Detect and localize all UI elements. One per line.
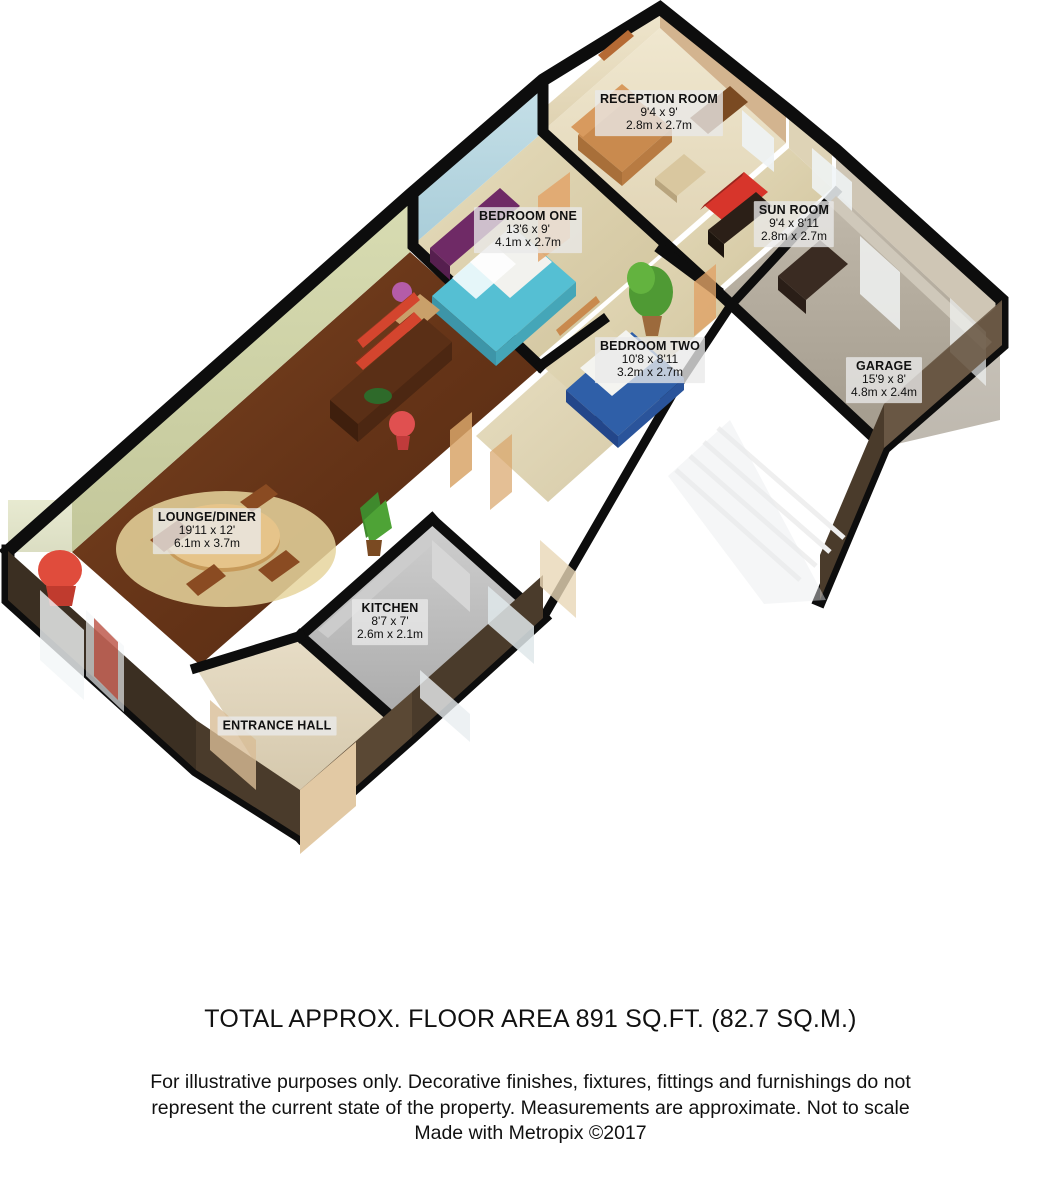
floor-plan-footer [0, 960, 1061, 1147]
room-imperial-dims: 9'4 x 8'11 [769, 216, 819, 231]
room-name: BEDROOM TWO [599, 339, 701, 354]
room-name: ENTRANCE HALL [222, 718, 332, 733]
disclaimer-line-2: represent the current state of the property. Measurements are approximate. Not to scale [151, 1096, 910, 1119]
room-name: BEDROOM ONE [478, 209, 578, 224]
room-metric-dims: 2.6m x 2.1m [356, 627, 424, 642]
room-name: RECEPTION ROOM [599, 92, 719, 107]
room-metric-dims: 6.1m x 3.7m [173, 536, 241, 551]
room-metric-dims: 2.8m x 2.7m [625, 118, 693, 133]
disclaimer-line-1: For illustrative purposes only. Decorative finishes, fixtures, fittings and furnishings do not [150, 1071, 911, 1093]
room-metric-dims: 2.8m x 2.7m [760, 229, 828, 244]
room-name: LOUNGE/DINER [157, 510, 257, 525]
room-imperial-dims: 13'6 x 9' [506, 222, 550, 237]
room-name: SUN ROOM [758, 203, 830, 218]
room-imperial-dims: 19'11 x 12' [178, 523, 236, 538]
room-imperial-dims: 9'4 x 9' [640, 105, 678, 120]
credit-line: Made with Metropix ©2017 [414, 1122, 647, 1145]
room-imperial-dims: 8'7 x 7' [371, 614, 409, 629]
room-imperial-dims: 10'8 x 8'11 [621, 352, 679, 367]
total-floor-area-text: TOTAL APPROX. FLOOR AREA 891 SQ.FT. (82.7 SQ.M.) [204, 1005, 857, 1033]
room-imperial-dims: 15'9 x 8' [862, 372, 906, 387]
room-metric-dims: 4.8m x 2.4m [850, 385, 918, 400]
room-name: GARAGE [855, 359, 913, 374]
room-metric-dims: 4.1m x 2.7m [494, 235, 562, 250]
room-metric-dims: 3.2m x 2.7m [616, 365, 684, 380]
disclaimer-block [0, 1070, 1061, 1147]
room-name: KITCHEN [361, 601, 419, 616]
